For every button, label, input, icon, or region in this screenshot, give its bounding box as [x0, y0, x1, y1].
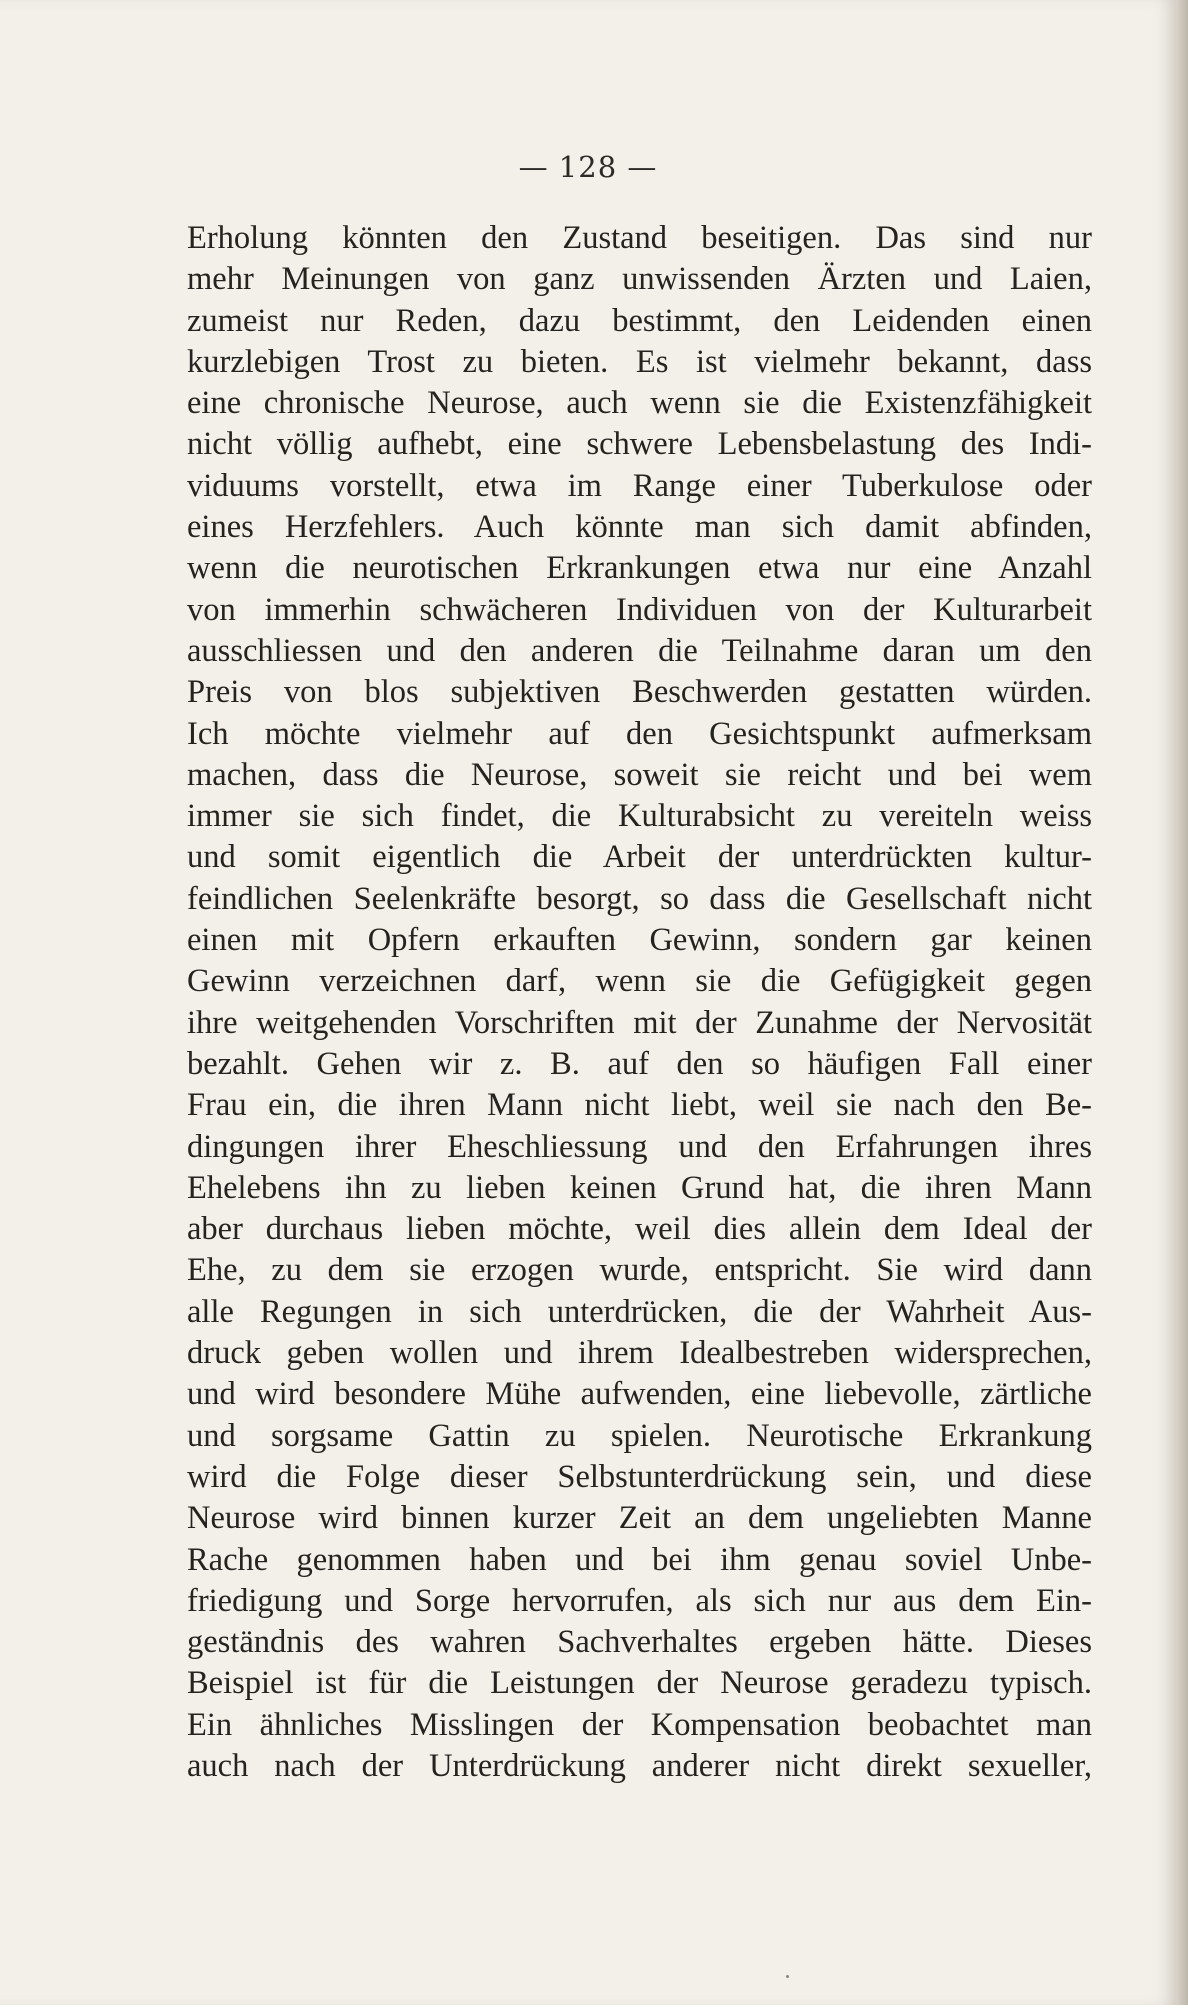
text-line: einen mit Opfern erkauften Gewinn, sondern gar keinen: [187, 922, 1092, 959]
body-text: [187, 218, 1092, 1787]
text-line: Gewinn verzeichnen darf, wenn sie die Gefügigkeit gegen: [187, 963, 1092, 1000]
text-line: Frau ein, die ihren Mann nicht liebt, weil sie nach den Be-: [187, 1087, 1092, 1124]
text-line: bezahlt. Gehen wir z. B. auf den so häufigen Fall einer: [187, 1045, 1092, 1082]
text-line: ihre weitgehenden Vorschriften mit der Zunahme der Nervosität: [187, 1004, 1092, 1041]
text-line: dingungen ihrer Eheschliessung und den Erfahrungen ihres: [187, 1128, 1092, 1165]
text-line: auch nach der Unterdrückung anderer nicht direkt sexueller,: [187, 1747, 1092, 1784]
text-line: Ich möchte vielmehr auf den Gesichtspunkt aufmerksam: [187, 715, 1092, 752]
text-line: Ehelebens ihn zu lieben keinen Grund hat, die ihren Mann: [187, 1169, 1092, 1206]
page-edge: [1176, 0, 1188, 2005]
text-line: friedigung und Sorge hervorrufen, als sich nur aus dem Ein-: [187, 1582, 1092, 1619]
text-line: machen, dass die Neurose, soweit sie reicht und bei wem: [187, 756, 1092, 793]
text-line: zumeist nur Reden, dazu bestimmt, den Leidenden einen: [187, 302, 1092, 339]
text-line: feindlichen Seelenkräfte besorgt, so dass die Gesellschaft nicht: [187, 880, 1092, 917]
text-line: wird die Folge dieser Selbstunterdrückung sein, und diese: [187, 1458, 1092, 1495]
text-line: Beispiel ist für die Leistungen der Neurose geradezu typisch.: [187, 1665, 1092, 1702]
text-line: Preis von blos subjektiven Beschwerden gestatten würden.: [187, 674, 1092, 711]
text-line: viduums vorstellt, etwa im Range einer Tuberkulose oder: [187, 467, 1092, 504]
text-line: und somit eigentlich die Arbeit der unterdrückten kultur-: [187, 839, 1092, 876]
text-line: Rache genommen haben und bei ihm genau soviel Unbe-: [187, 1541, 1092, 1578]
text-line: Neurose wird binnen kurzer Zeit an dem ungeliebten Manne: [187, 1500, 1092, 1537]
text-line: wenn die neurotischen Erkrankungen etwa nur eine Anzahl: [187, 550, 1092, 587]
text-line: nicht völlig aufhebt, eine schwere Lebensbelastung des Indi-: [187, 426, 1092, 463]
text-line: Ehe, zu dem sie erzogen wurde, entspricht. Sie wird dann: [187, 1252, 1092, 1289]
text-line: immer sie sich findet, die Kulturabsicht zu vereiteln weiss: [187, 798, 1092, 835]
page-number: — 128 —: [518, 150, 658, 184]
text-line: Erholung könnten den Zustand beseitigen. Das sind nur: [187, 220, 1092, 256]
text-line: eine chronische Neurose, auch wenn sie die Existenzfähigkeit: [187, 385, 1092, 422]
text-line: druck geben wollen und ihrem Idealbestreben widersprechen,: [187, 1335, 1092, 1372]
paper-speck: [786, 1975, 789, 1978]
text-line: eines Herzfehlers. Auch könnte man sich damit abfinden,: [187, 509, 1092, 546]
text-line: und wird besondere Mühe aufwenden, eine liebevolle, zärtliche: [187, 1376, 1092, 1413]
text-line: ausschliessen und den anderen die Teilnahme daran um den: [187, 632, 1092, 669]
text-line: von immerhin schwächeren Individuen von der Kulturarbeit: [187, 591, 1092, 628]
text-line: Ein ähnliches Misslingen der Kompensation beobachtet man: [187, 1706, 1092, 1743]
text-line: aber durchaus lieben möchte, weil dies allein dem Ideal der: [187, 1211, 1092, 1248]
text-line: mehr Meinungen von ganz unwissenden Ärzten und Laien,: [187, 261, 1092, 298]
text-line: und sorgsame Gattin zu spielen. Neurotische Erkrankung: [187, 1417, 1092, 1454]
text-line: kurzlebigen Trost zu bieten. Es ist vielmehr bekannt, dass: [187, 343, 1092, 380]
text-line: geständnis des wahren Sachverhaltes ergeben hätte. Dieses: [187, 1624, 1092, 1661]
text-line: alle Regungen in sich unterdrücken, die der Wahrheit Aus-: [187, 1293, 1092, 1330]
